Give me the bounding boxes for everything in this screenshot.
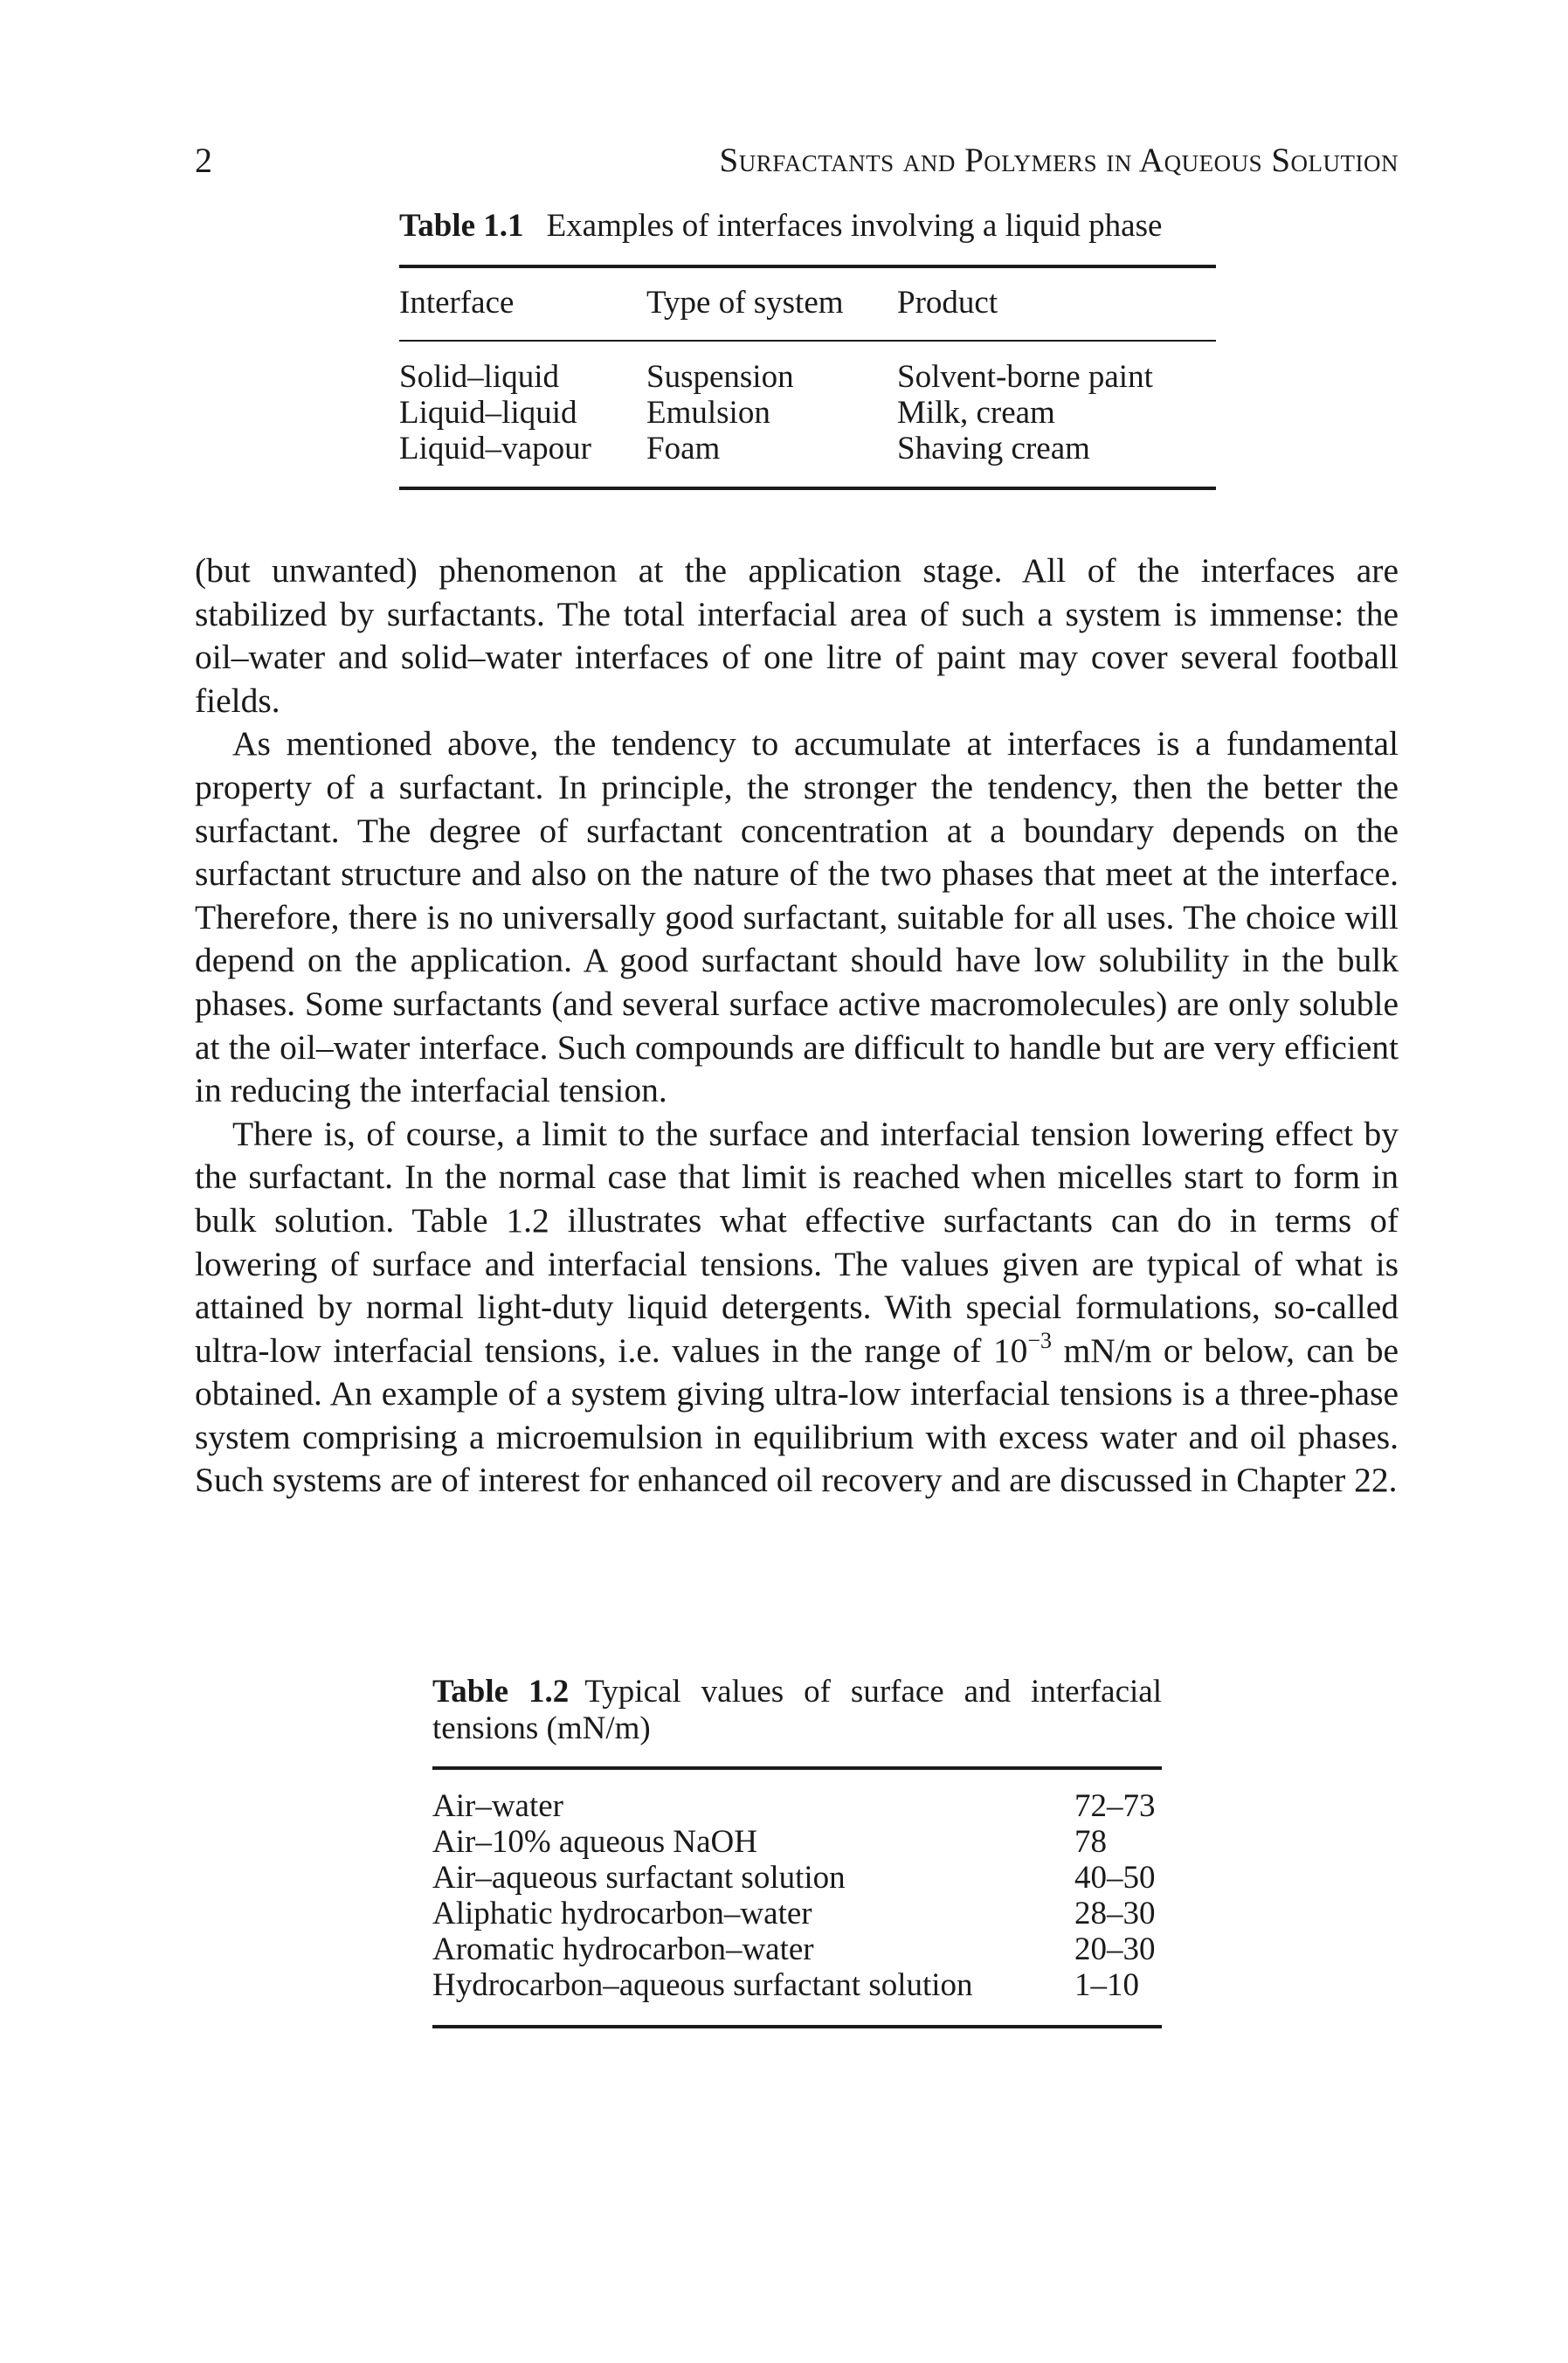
table-cell: Liquid–vapour [399, 431, 591, 466]
page-number: 2 [195, 141, 212, 180]
table-1-2-bottom-rule [432, 2025, 1162, 2028]
table-cell-value: 28–30 [1074, 1896, 1156, 1931]
table-cell-value: 1–10 [1074, 1967, 1139, 2003]
exponent: −3 [1027, 1327, 1053, 1353]
table-1-2-caption [432, 1674, 1162, 1747]
table-row [399, 431, 1216, 466]
paragraph-2: As mentioned above, the tendency to accumulate at interfaces is a fundamental property of a surfactant. In principle, the stronger the tendency, then the better the surfactant. The degree of surfactant concentration at a boundary depends on the surfactant structure and also on the nature of the two phases that meet at the interface. Therefore, there is no universally good surfactant, suitable for all uses. The choice will depend on the application. A good surfactant should have low solubility in the bulk phases. Some surfactants (and several surface active macromolecules) are only soluble at the oil–water interface. Such compounds are difficult to handle but are very efficient in reducing the interfacial tension. [195, 724, 1399, 1110]
table-row [432, 1860, 1162, 1896]
table-1-2-top-rule [432, 1766, 1162, 1770]
table-1-1-header-row [399, 285, 1216, 321]
table-1-2 [432, 1674, 1162, 2028]
table-cell: Solvent-borne paint [897, 359, 1153, 395]
table-row [432, 1931, 1162, 1967]
table-row [432, 1967, 1162, 2003]
table-cell-name: Air–aqueous surfactant solution [432, 1860, 846, 1896]
column-header-interface: Interface [399, 285, 515, 321]
table-cell: Emulsion [646, 395, 770, 431]
table-cell: Suspension [646, 359, 794, 395]
table-cell: Shaving cream [897, 431, 1090, 466]
table-1-1-title: Examples of interfaces involving a liquid phase [546, 208, 1163, 244]
table-cell-value: 72–73 [1074, 1788, 1156, 1824]
table-cell-name: Aromatic hydrocarbon–water [432, 1931, 814, 1967]
table-1-2-title: Typical values of surface and interfacial tensions (mN/m) [432, 1674, 1163, 1746]
table-1-1-header-rule [399, 340, 1216, 342]
table-1-1-caption [399, 208, 1216, 244]
table-cell: Foam [646, 431, 721, 466]
paragraph-1: (but unwanted) phenomenon at the application stage. All of the interfaces are stabilized by surfactants. The total interfacial area of such a system is immense: the oil–water and solid–water interfaces of one litre of paint may cover several football fields. [195, 551, 1399, 720]
table-1-1-label: Table 1.1 [399, 208, 524, 244]
table-row [432, 1788, 1162, 1824]
table-1-1-top-rule [399, 265, 1216, 268]
table-cell: Milk, cream [897, 395, 1055, 431]
table-1-1-bottom-rule [399, 487, 1216, 490]
table-cell-value: 40–50 [1074, 1860, 1156, 1896]
table-cell-name: Hydrocarbon–aqueous surfactant solution [432, 1967, 973, 2003]
running-title: Surfactants and Polymers in Aqueous Solution [719, 142, 1399, 179]
table-row [432, 1896, 1162, 1931]
table-row [432, 1824, 1162, 1860]
paragraph-3-text-start: There is, of course, a limit to the surface and interfacial tension lowering effect by the surfactant. In the normal case that limit is reached when micelles start to form in bulk solution. Table 1.2 illustrates what effective surfactants can do in terms of lowering of surface and interfacial tensions. The values given are typical of what is attained by normal light-duty liquid detergents. With special formulations, so-called ultra-low interfacial tensions, i.e. values in the range of 10 [195, 1114, 1399, 1370]
table-cell-value: 78 [1074, 1824, 1107, 1860]
table-1-2-label: Table 1.2 [432, 1674, 570, 1710]
body-text [195, 549, 1399, 1503]
table-cell-name: Aliphatic hydrocarbon–water [432, 1896, 812, 1931]
column-header-product: Product [897, 285, 998, 321]
paragraph-3 [195, 1113, 1399, 1503]
table-cell: Liquid–liquid [399, 395, 577, 431]
table-row [399, 395, 1216, 431]
table-row [399, 359, 1216, 395]
table-cell-name: Air–water [432, 1788, 563, 1824]
table-cell-name: Air–10% aqueous NaOH [432, 1824, 757, 1860]
paragraph-3-text-end: mN/m or below, can be obtained. An example of a system giving ultra-low interfacial tensions is a three-phase system comprising a microemulsion in equilibrium with excess water and oil phases. Such systems are of interest for enhanced oil recovery and are discussed in Chapter 22. [195, 1330, 1399, 1500]
table-cell-value: 20–30 [1074, 1931, 1156, 1967]
column-header-type-of-system: Type of system [646, 285, 844, 321]
table-1-1-body [399, 359, 1216, 466]
table-cell: Solid–liquid [399, 359, 559, 395]
table-1-2-body [432, 1788, 1162, 2003]
table-1-1 [399, 208, 1216, 490]
